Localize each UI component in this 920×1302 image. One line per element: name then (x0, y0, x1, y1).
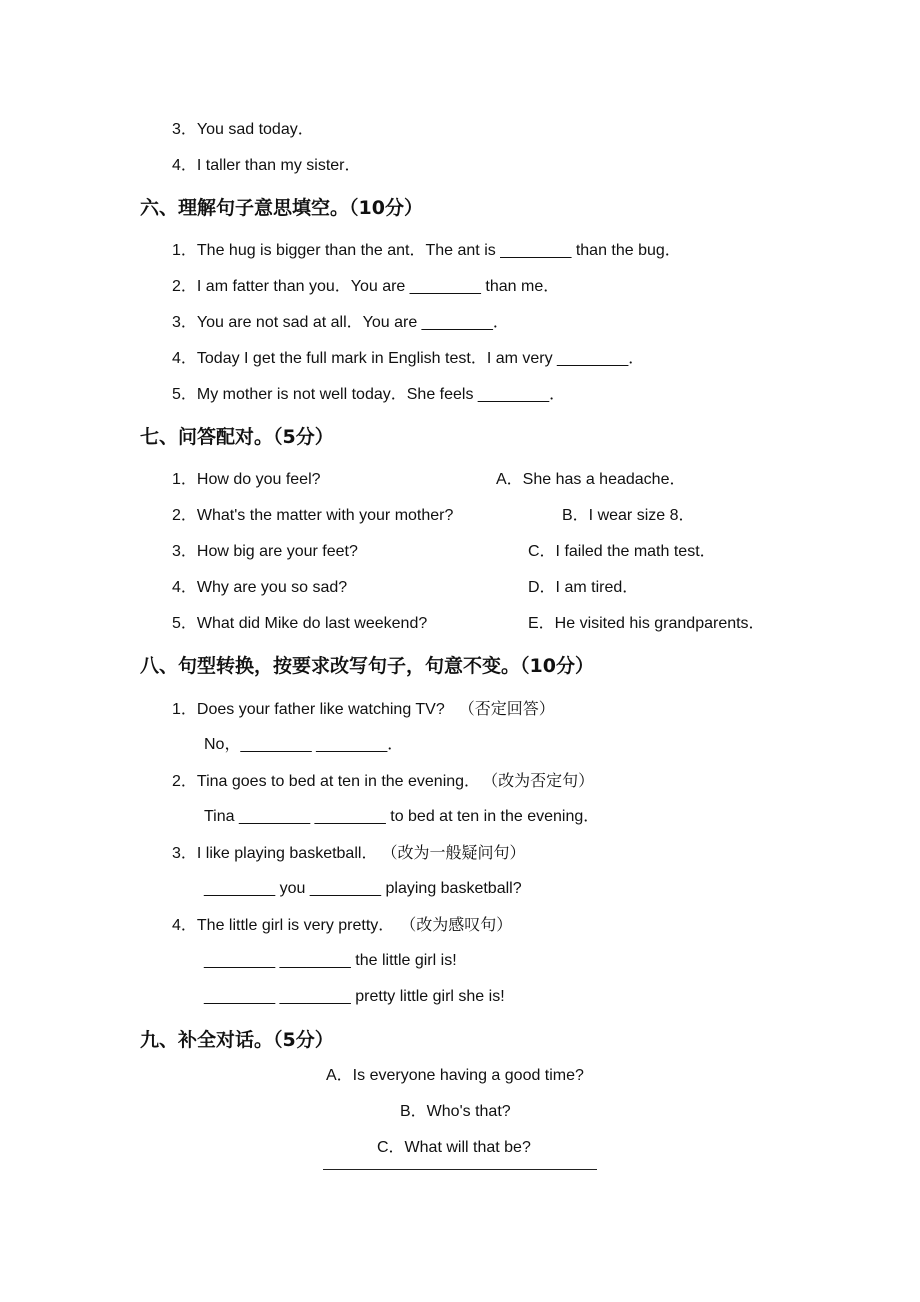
section9-option-b: B．Who's that? (400, 1103, 511, 1120)
section6-item-3: 3．You are not sad at all．You are ________． (172, 314, 509, 331)
section8-q2 (172, 771, 594, 792)
section8-q2-text: 2．Tina goes to bed at ten in the evening． (172, 773, 481, 790)
section8-q2-note: （改为否定句） (490, 771, 595, 790)
section8-q4-answer-1: ________ ________ the little girl is! (204, 952, 457, 969)
section6-item-1: 1．The hug is bigger than the ant．The ant is ________ than the bug． (172, 242, 681, 259)
section7-question-5: 5．What did Mike do last weekend? (172, 615, 428, 632)
section7-answer-a: A．She has a headache． (496, 471, 686, 488)
section8-q1-answer: No，________ ________． (204, 736, 404, 753)
section8-q3-note: （改为一般疑问句） (389, 843, 526, 862)
section8-q3 (172, 843, 525, 864)
section8-q3-answer: ________ you ________ playing basketball? (204, 880, 522, 897)
section7-question-2: 2．What's the matter with your mother? (172, 507, 454, 524)
section8-q4-note: （改为感叹句） (408, 915, 513, 934)
section6-item-2: 2．I am fatter than you．You are ________ than me． (172, 278, 560, 295)
section9-option-c: C．What will that be? (377, 1139, 531, 1156)
section8-q4-answer-2: ________ ________ pretty little girl she is! (204, 988, 505, 1005)
section7-question-4: 4．Why are you so sad? (172, 579, 348, 596)
section7-answer-c: C．I failed the math test． (528, 543, 716, 560)
section7-answer-d: D．I am tired． (528, 579, 639, 596)
top-item-4: 4．I taller than my sister． (172, 157, 361, 174)
section8-q4 (172, 915, 512, 936)
top-item-3: 3．You sad today． (172, 121, 314, 138)
section6-item-5: 5．My mother is not well today．She feels ________． (172, 386, 566, 403)
section8-q2-answer: Tina ________ ________ to bed at ten in the evening． (204, 808, 600, 825)
section7-answer-b: B．I wear size 8． (562, 507, 695, 524)
section6-item-4: 4．Today I get the full mark in English test．I am very ________． (172, 350, 645, 367)
section8-q1-note: （否定回答） (458, 699, 555, 718)
section8-q1 (172, 699, 555, 720)
section7-question-3: 3．How big are your feet? (172, 543, 358, 560)
section9-option-a: A．Is everyone having a good time? (326, 1067, 584, 1084)
section8-q1-text: 1．Does your father like watching TV? (172, 701, 445, 718)
section9-divider (323, 1169, 597, 1170)
section8-q4-text: 4．The little girl is very pretty． (172, 917, 395, 934)
section9-heading: 九、补全对话。（5分） (140, 1029, 334, 1051)
section7-answer-e: E．He visited his grandparents． (528, 615, 765, 632)
section8-q3-text: 3．I like playing basketball． (172, 845, 378, 862)
section6-heading: 六、理解句子意思填空。（10分） (140, 197, 423, 219)
section8-heading: 八、句型转换，按要求改写句子，句意不变。（10分） (140, 655, 594, 677)
section7-question-1: 1．How do you feel? (172, 471, 321, 488)
section7-heading: 七、问答配对。（5分） (140, 426, 334, 448)
